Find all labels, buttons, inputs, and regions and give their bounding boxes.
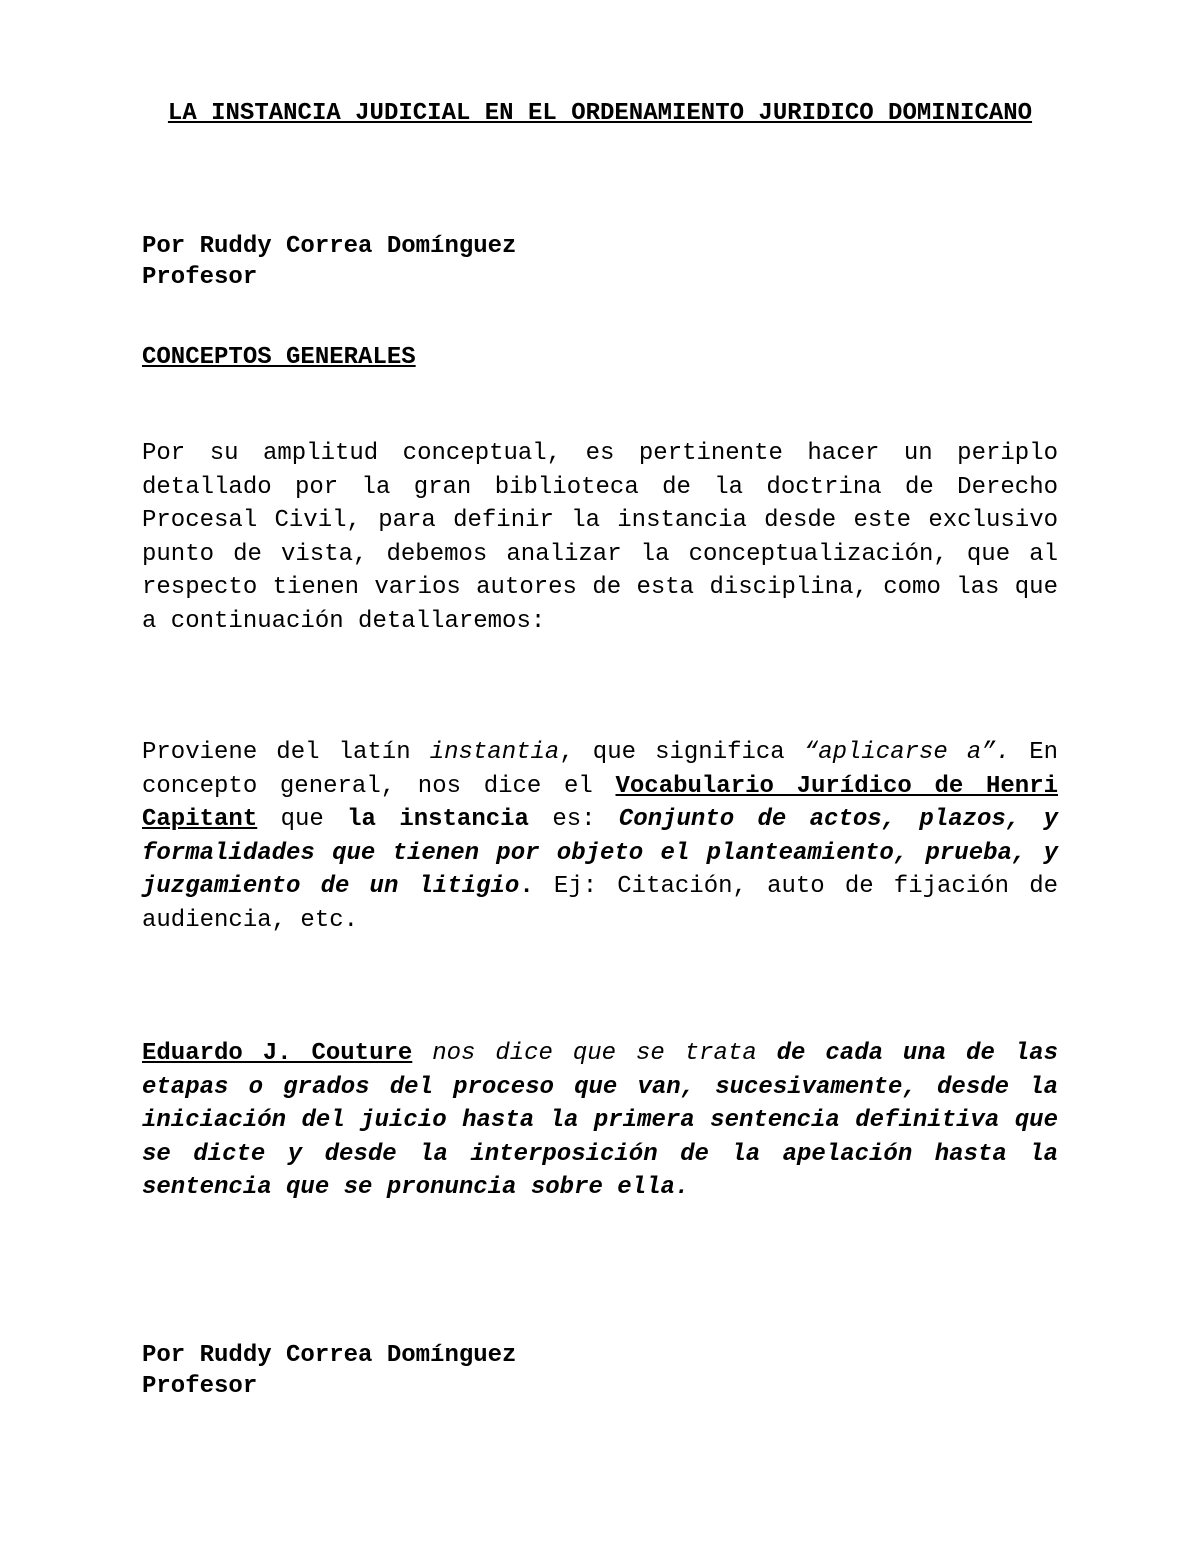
text-run: Ej: Citación, auto de fijación de audiencia, etc.	[142, 873, 1058, 934]
author-block	[142, 231, 1058, 293]
text-run: que	[257, 806, 348, 834]
text-run: En concepto general, nos dice el	[142, 739, 1058, 800]
author-name: Por Ruddy Correa Domínguez	[142, 233, 517, 260]
definition-period: .	[519, 873, 534, 901]
section-heading: CONCEPTOS GENERALES	[142, 344, 416, 371]
document-page	[142, 0, 1058, 1553]
source-reference: Vocabulario Jurídico de Henri Capitant	[142, 772, 1058, 834]
author-role: Profesor	[142, 264, 258, 291]
text-run: nos dice que se trata	[412, 1040, 777, 1067]
text-run: , que significa	[559, 739, 804, 766]
signature-role: Profesor	[142, 1373, 258, 1400]
paragraph-couture	[142, 1037, 1058, 1205]
paragraph-intro: Por su amplitud conceptual, es pertinente hacer un periplo detallado por la gran biblioteca de la doctrina de Derecho Procesal Civil, para definir la instancia desde este exclusivo punto de vista, debemos analizar la conceptualización, que al respecto tienen varios autores de esta disciplina, como las que a continuación detallaremos:	[142, 440, 1058, 635]
signature-block	[142, 1340, 1058, 1402]
term-emphasis: la instancia	[347, 806, 529, 834]
definition-text: Conjunto de actos, plazos, y formalidades que tienen por objeto el planteamiento, prueba, y juzgamiento de un litigio	[142, 806, 1059, 901]
signature-name: Por Ruddy Correa Domínguez	[142, 1342, 517, 1369]
meaning-quote: “aplicarse a”.	[803, 739, 1011, 766]
text-run: es:	[528, 806, 619, 834]
quote-text: de cada una de las etapas o grados del proceso que van, sucesivamente, desde la iniciación del juicio hasta la primera sentencia definitiva que se dicte y desde la interposición de la apelación hasta la sentencia que se pronuncia sobre ella.	[142, 1040, 1058, 1202]
document-title: LA INSTANCIA JUDICIAL EN EL ORDENAMIENTO JURIDICO DOMINICANO	[167, 100, 1033, 127]
latin-term: instantia	[429, 739, 560, 766]
text-run: Proviene del latín	[142, 739, 430, 766]
author-reference: Eduardo J. Couture	[142, 1040, 413, 1067]
paragraph-definition	[142, 736, 1058, 938]
